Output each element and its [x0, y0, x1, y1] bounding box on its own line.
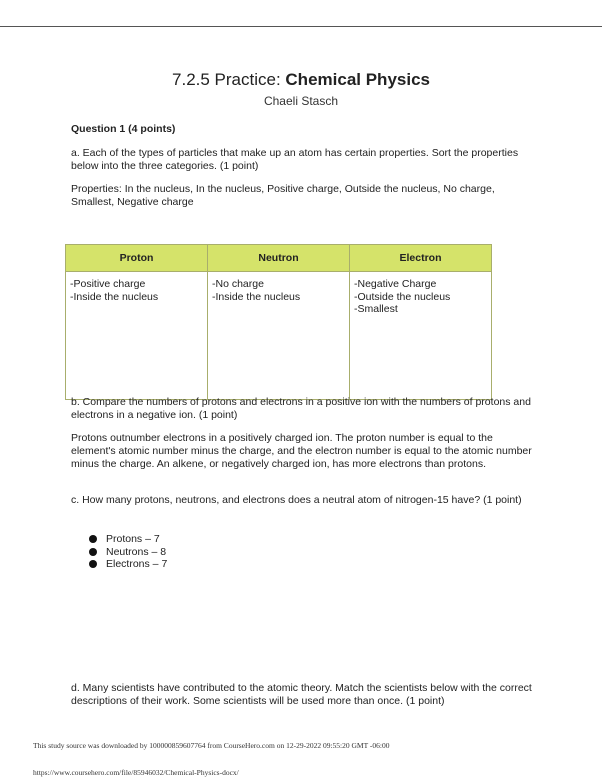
- particle-count-list: [88, 533, 167, 571]
- table-row: [66, 272, 492, 400]
- source-url[interactable]: https://www.coursehero.com/file/85946032/Chemical-Physics-docx/: [33, 768, 239, 777]
- title-prefix: 7.2.5 Practice:: [172, 70, 286, 89]
- bullet-icon: [89, 548, 97, 556]
- neutron-count: Neutrons – 8: [106, 545, 167, 558]
- proton-cell: [66, 272, 208, 400]
- particle-table: [65, 244, 492, 400]
- proton-property: -Positive charge: [70, 278, 146, 290]
- electron-count: Electrons – 7: [106, 558, 168, 570]
- electron-property: -Negative Charge: [354, 278, 437, 290]
- properties-list: Properties: In the nucleus, In the nucleus, Positive charge, Outside the nucleus, No charge, Smallest, Negative charge: [71, 183, 495, 208]
- download-note: This study source was downloaded by 100000859607764 from CourseHero.com on 12-29-2022 09:55:20 GMT -06:00: [33, 741, 390, 750]
- part-c-prompt: c. How many protons, neutrons, and electrons does a neutral atom of nitrogen-15 have? (1 point): [71, 494, 522, 506]
- bullet-icon: [89, 560, 97, 568]
- part-a-prompt: a. Each of the types of particles that make up an atom has certain properties. Sort the properties below into the three categories. (1 point): [71, 147, 519, 172]
- list-item: [88, 533, 167, 546]
- title-bold: Chemical Physics: [285, 70, 430, 89]
- neutron-property: -Inside the nucleus: [212, 290, 301, 303]
- header-neutron: Neutron: [208, 245, 350, 272]
- part-b-prompt: b. Compare the numbers of protons and electrons in a positive ion with the numbers of protons and electrons in a negative ion. (1 point): [71, 396, 531, 421]
- page-title: [0, 70, 602, 90]
- neutron-property: -No charge: [212, 278, 264, 290]
- bullet-icon: [89, 535, 97, 543]
- electron-cell: [350, 272, 492, 400]
- list-item: [88, 546, 167, 559]
- proton-count: Protons – 7: [106, 533, 160, 545]
- table-header-row: [66, 245, 492, 272]
- header-divider: [0, 26, 602, 27]
- electron-property: -Smallest: [354, 303, 398, 315]
- part-b-answer: Protons outnumber electrons in a positively charged ion. The proton number is equal to the element's atomic number minus the charge, and the electron number is equal to the atomic number minus the charge. An alkene, or negatively charged ion, has more electrons than protons.: [71, 432, 532, 470]
- proton-property: -Inside the nucleus: [70, 290, 159, 303]
- list-item: [88, 558, 167, 571]
- header-electron: Electron: [350, 245, 492, 272]
- author-name: Chaeli Stasch: [263, 94, 339, 108]
- neutron-cell: [208, 272, 350, 400]
- question-heading: Question 1 (4 points): [71, 123, 176, 135]
- header-proton: Proton: [66, 245, 208, 272]
- part-d-prompt: d. Many scientists have contributed to the atomic theory. Match the scientists below with the correct descriptions of their work. Some scientists will be used more than once. (1 point): [71, 682, 532, 707]
- electron-property: -Outside the nucleus: [354, 290, 451, 303]
